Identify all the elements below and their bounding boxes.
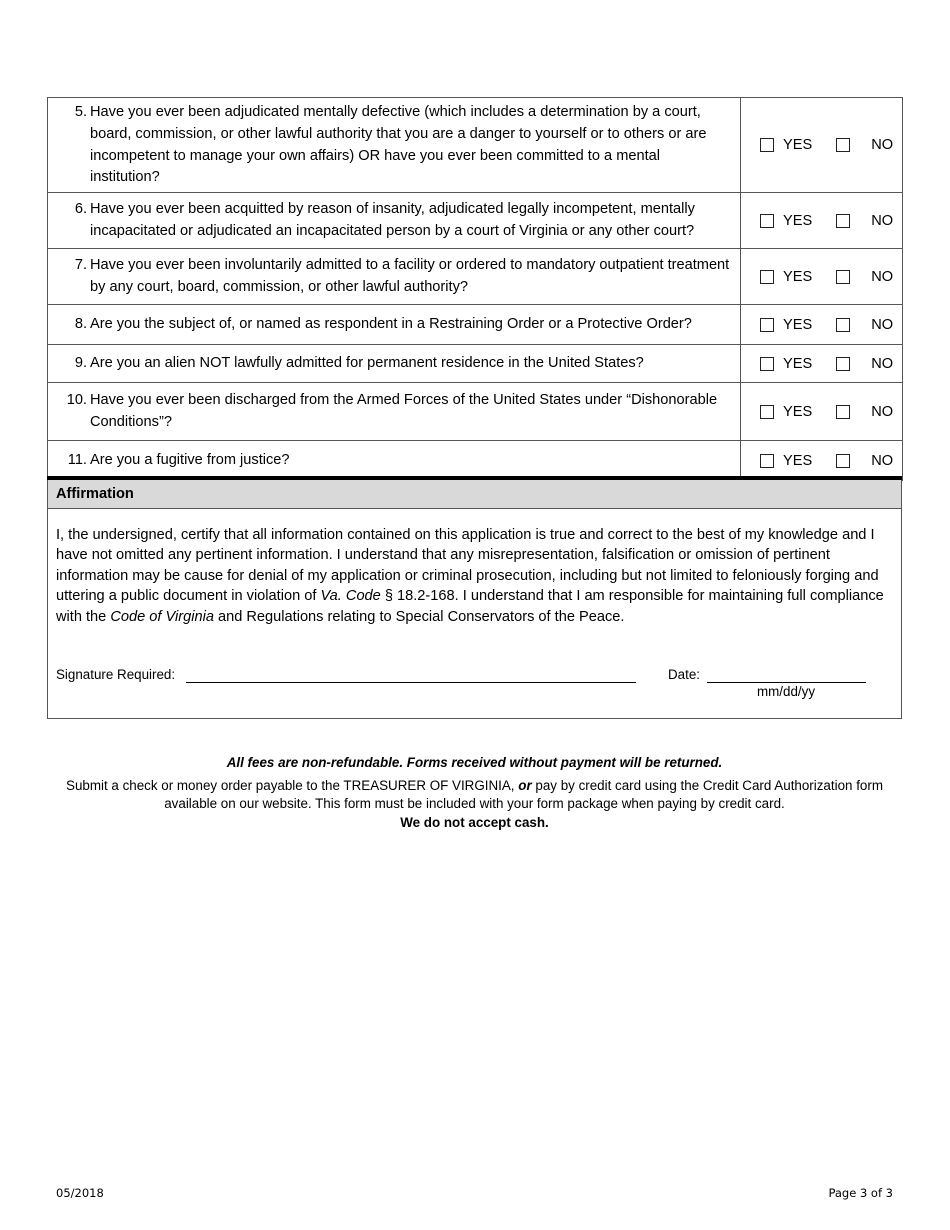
yes-label: YES (783, 316, 813, 333)
yes-checkbox[interactable] (760, 357, 774, 371)
yes-checkbox[interactable] (760, 318, 774, 332)
no-label: NO (871, 212, 894, 229)
question-row (48, 249, 903, 305)
question-row (48, 98, 903, 193)
question-number: 7. (74, 257, 87, 274)
yes-checkbox[interactable] (760, 405, 774, 419)
date-label: Date: (668, 667, 701, 682)
question-number: 8. (74, 316, 87, 333)
yes-checkbox[interactable] (760, 138, 774, 152)
no-label: NO (871, 268, 894, 285)
form-date: 05/2018 (56, 1186, 104, 1200)
yes-checkbox[interactable] (760, 454, 774, 468)
page-number: Page 3 of 3 (828, 1186, 893, 1200)
yes-label: YES (783, 355, 813, 372)
no-checkbox[interactable] (836, 405, 850, 419)
questions-table (47, 97, 903, 481)
question-number: 5. (74, 104, 87, 120)
question-row (48, 193, 903, 249)
question-row (48, 345, 903, 383)
date-format-hint: mm/dd/yy (757, 684, 816, 699)
statement-text: § 18.2-168. I understand that I am responsible for maintaining full compliance with the (56, 588, 884, 625)
fees-notice: All fees are non-refundable. Forms received without payment will be returned. (226, 755, 723, 770)
yes-checkbox[interactable] (760, 270, 774, 284)
or-emphasis: or (518, 778, 532, 793)
yes-label: YES (783, 403, 813, 420)
yes-checkbox[interactable] (760, 214, 774, 228)
affirmation-statement (48, 509, 901, 627)
question-text: Are you the subject of, or named as respondent in a Restraining Order or a Protective Order? (90, 316, 692, 333)
yes-label: YES (783, 268, 813, 285)
question-number: 10. (66, 392, 87, 409)
affirmation-section (47, 476, 902, 719)
question-number: 9. (74, 355, 87, 372)
no-checkbox[interactable] (836, 454, 850, 468)
question-text: Have you ever been involuntarily admitted to a facility or ordered to mandatory outpatient treatment by any court, board, commission, or other lawful authority? (90, 257, 730, 296)
signature-field[interactable] (186, 682, 636, 683)
cash-notice: We do not accept cash. (400, 815, 549, 830)
question-row (48, 383, 903, 441)
question-text: Are you a fugitive from justice? (90, 452, 290, 469)
payment-instructions (47, 777, 902, 814)
question-text: Have you ever been discharged from the Armed Forces of the United States under “Dishonorable Conditions”? (90, 392, 718, 431)
yes-label: YES (783, 452, 813, 469)
question-row (48, 305, 903, 345)
statement-text: I, the undersigned, certify that all information contained on this application is true and correct to the best of my knowledge and I have not omitted any pertinent information. I understand that any misrepresentation, falsification or omission of pertinent information may be cause for denial of my application or criminal prosecution, including but not limited to feloniously forging and uttering a public document in violation of (56, 527, 879, 605)
no-checkbox[interactable] (836, 357, 850, 371)
date-field[interactable] (707, 682, 866, 683)
no-label: NO (871, 355, 894, 372)
yes-label: YES (783, 212, 813, 229)
no-label: NO (871, 316, 894, 333)
no-label: NO (871, 137, 894, 154)
yes-label: YES (783, 137, 813, 154)
affirmation-heading: Affirmation (48, 480, 901, 509)
question-text: Have you ever been acquitted by reason of insanity, adjudicated legally incompetent, mentally incapacitated or adjudicated an incapacitated person by a court of Virginia or any other court? (90, 201, 695, 240)
no-checkbox[interactable] (836, 138, 850, 152)
question-row (48, 441, 903, 481)
question-text: Are you an alien NOT lawfully admitted for permanent residence in the United States? (90, 355, 644, 372)
code-of-virginia-ref: Code of Virginia (110, 608, 214, 625)
no-checkbox[interactable] (836, 270, 850, 284)
no-label: NO (871, 403, 894, 420)
no-label: NO (871, 452, 894, 469)
payment-text: Submit a check or money order payable to the TREASURER OF VIRGINIA, (66, 778, 519, 793)
no-checkbox[interactable] (836, 214, 850, 228)
no-checkbox[interactable] (836, 318, 850, 332)
signature-label: Signature Required: (56, 667, 176, 682)
question-number: 11. (67, 452, 87, 469)
statement-text: and Regulations relating to Special Conservators of the Peace. (213, 608, 625, 625)
payment-text: pay by credit card using the Credit Card Authorization form available on our website. This form must be included with your form package when paying by credit card. (164, 778, 883, 812)
va-code-ref: Va. Code (320, 588, 381, 605)
question-text: Have you ever been adjudicated mentally defective (which includes a determination by a court, board, commission, or other lawful authority that you are a danger to yourself or to others or are incompetent to manage your own affairs) OR have you ever been committed to a mental institution? (90, 104, 707, 186)
question-number: 6. (74, 201, 87, 218)
